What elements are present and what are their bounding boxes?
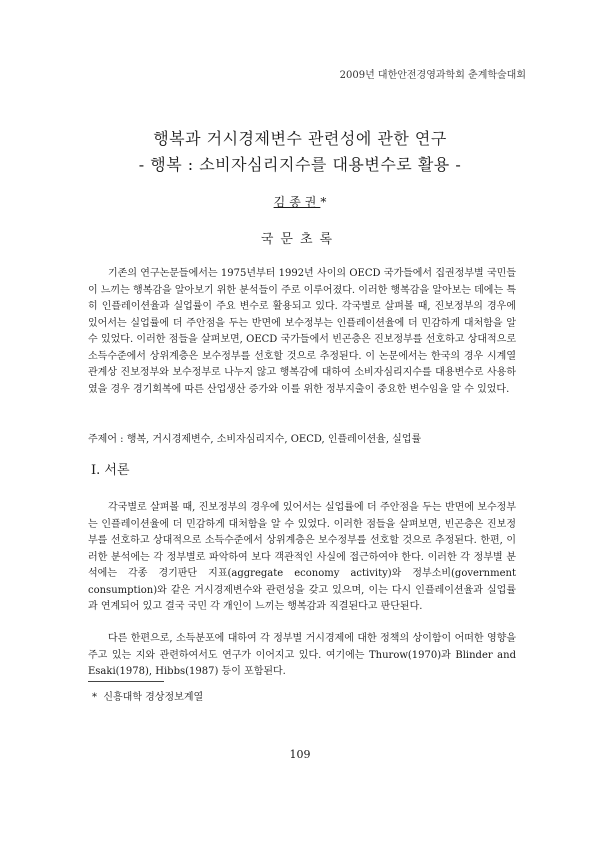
body-paragraph-2: 다른 한편으로, 소득분포에 대하여 각 정부별 거시경제에 대한 정책의 상이함이 어떠한 영향을 주고 있는 지와 관련하여서도 연구가 이어지고 있다. 여기에는 Thurow(1970)과 Blinder and Esaki(1978), Hibbs(1987) 등이 포함된다. <box>88 633 516 677</box>
abstract-text: 기존의 연구논문들에서는 1975년부터 1992년 사이의 OECD 국가들에서 집권정부별 국민들이 느끼는 행복감을 알아보기 위한 분석들이 주로 이루어졌다. 이러한 행복감을 알아보는 데에는 특히 인플레이션율과 실업률이 주요 변수로 활용되고 있다. 각국별로 살펴볼 때, 진보정부의 경우에 있어서는 실업률에 더 주안점을 두는 반면에 보수정부는 인플레이션율에 더 민감하게 대처함을 알 수 있었다. 이러한 점들을 살펴보면, OECD 국가들에서 빈곤층은 진보정부를 선호하고 상대적으로 소득수준에서 상위계층은 보수정부를 선호할 것으로 추정된다. 이 논문에서는 한국의 경우 시계열 관계상 진보정부와 보수정부로 나누지 않고 행복감에 대하여 소비자심리지수를 대용변수로 사용하였을 경우 경기회복에 따른 산업생산 증가와 이를 위한 정부지출이 중요한 변수임을 알 수 있었다. <box>88 268 516 395</box>
paper-title: 행복과 거시경제변수 관련성에 관한 연구 <box>153 129 447 148</box>
footnote-text: 신흥대학 경상정보계열 <box>103 692 204 703</box>
keywords-line <box>88 432 516 448</box>
abstract-heading: 국문초록 <box>260 232 340 247</box>
author-line <box>0 193 600 210</box>
paper-subtitle: - 행복 : 소비자심리지수를 대용변수로 활용 - <box>138 155 462 174</box>
body-paragraph-1: 각국별로 살펴볼 때, 진보정부의 경우에 있어서는 실업률에 더 주안점을 두는 반면에 보수정부는 인플레이션율에 더 민감하게 대처함을 알 수 있었다. 이러한 점들을 살펴보면, 빈곤층은 진보정부를 선호하고 상대적으로 소득수준에서 상위계층은 보수정부를 선호할 것으로 추정된다. 한편, 이러한 분석에는 각 정부별로 파악하여 보다 객관적인 사실에 접근하여야 한다. 이러한 각 정부별 분석에는 각종 경기판단 지표(aggregate economy activity)와 정부소비(government consumption)와 같은 거시경제변수와 관련성을 갖고 있으며, 이는 다시 인플레이션율과 실업률과 연계되어 있고 결국 국민 각 개인이 느끼는 행복감과 직결된다고 판단된다. <box>88 502 516 612</box>
page-number: 109 <box>289 748 311 761</box>
keywords-label: 주제어 : <box>88 434 124 445</box>
author-name: 김종권 <box>273 195 321 209</box>
author-footnote-mark: * <box>320 195 327 209</box>
footnote-divider <box>88 681 164 682</box>
footnote <box>92 688 203 703</box>
keywords-list: 행복, 거시경제변수, 소비자심리지수, OECD, 인플레이션율, 실업률 <box>126 434 422 445</box>
running-head: 2009년 대한안전경영과학회 춘계학술대회 <box>339 70 526 81</box>
footnote-mark: * <box>92 692 97 703</box>
section-heading: Ⅰ. 서론 <box>91 463 130 478</box>
